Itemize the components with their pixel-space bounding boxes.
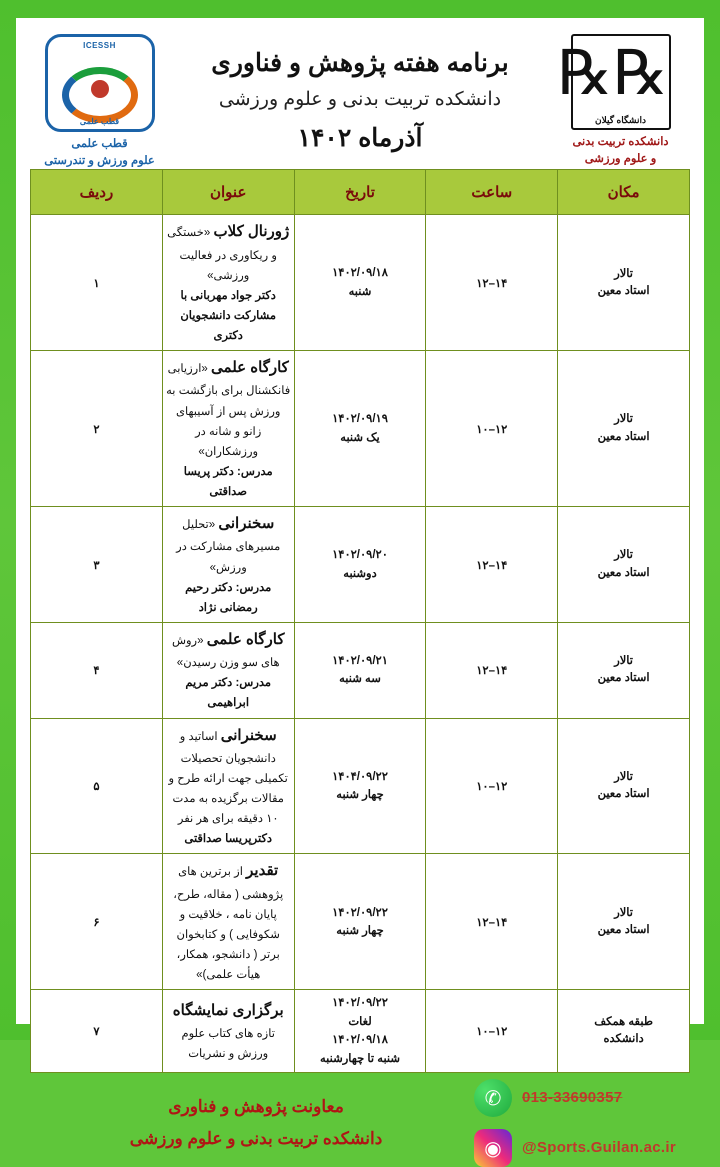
cell-date — [294, 718, 426, 854]
icessh-logo-caption — [32, 136, 167, 169]
cell-time: ۱۲–۱۰ — [426, 351, 558, 507]
contact-phone[interactable] — [474, 1079, 676, 1117]
date-line1: ۱۴۰۲/۰۹/۲۲ — [332, 997, 388, 1010]
cell-time: ۱۴–۱۲ — [426, 854, 558, 990]
title-text: اساتید و دانشجویان تحصیلات تکمیلی جهت ارائه طرح و مقالات برگزیده به مدت ۱۰ دقیقه برای هر نفر — [168, 730, 288, 826]
title-presenter: دکتر جواد مهربانی با مشارکت دانشجویان دکتری — [180, 289, 277, 343]
page-date: آذرماه ۱۴۰۲ — [297, 124, 423, 152]
cell-title — [162, 718, 294, 854]
footer-contacts — [474, 1079, 676, 1167]
date-line1: ۱۴۰۲/۰۹/۲۱ — [332, 654, 388, 667]
poster-header — [28, 28, 692, 169]
footer-org-line2: دانشکده تربیت بدنی و علوم ورزشی — [129, 1128, 383, 1148]
university-of-guilan-logo-icon — [557, 34, 671, 130]
cell-row-number: ۲ — [31, 351, 163, 507]
cell-title — [162, 215, 294, 351]
title-kind: کارگاه علمی — [211, 359, 289, 377]
table-header-row — [31, 170, 690, 215]
date-line1: ۱۴۰۴/۰۹/۲۲ — [332, 770, 388, 783]
contact-instagram-text: @Sports.Guilan.ac.ir — [522, 1139, 676, 1157]
cell-date — [294, 215, 426, 351]
date-line2: چهار شنبه — [336, 924, 384, 937]
column-header-row-number: ردیف — [31, 170, 163, 215]
place-line2: استاد معین — [597, 788, 650, 801]
table-row — [31, 215, 690, 351]
place-line1: تالار — [614, 413, 634, 426]
cell-time: ۱۲–۱۰ — [426, 990, 558, 1073]
date-line2: لغات — [348, 1015, 372, 1028]
cell-place — [558, 854, 690, 990]
title-text: از برترین های پژوهشی ( مقاله، طرح، پایان نامه ، خلاقیت و شکوفایی ) و کتابخوان برتر ( دانشجو، همکار، هیأت علمی)» — [173, 866, 284, 982]
place-line1: تالار — [614, 267, 634, 280]
icessh-caption-line2: علوم ورزش و تندرستی — [44, 154, 155, 167]
title-presenter: مدرس: دکتر مریم ابراهیمی — [185, 677, 272, 710]
title-text: «روش های سو وزن رسیدن» — [171, 634, 280, 670]
date-line1: ۱۴۰۲/۰۹/۱۹ — [332, 413, 388, 426]
cell-row-number: ۷ — [31, 990, 163, 1073]
cell-date — [294, 507, 426, 623]
title-kind: برگزاری نمایشگاه — [172, 1001, 284, 1019]
footer-organization — [38, 1091, 474, 1156]
cell-place — [558, 718, 690, 854]
title-text: تازه های کتاب علوم ورزش و نشریات — [181, 1028, 275, 1061]
place-line2: استاد معین — [597, 672, 650, 685]
poster-title-block — [167, 34, 553, 153]
poster-sheet — [16, 18, 704, 1160]
page-subtitle: دانشکده تربیت بدنی و علوم ورزشی — [218, 89, 502, 110]
table-row — [31, 854, 690, 990]
cell-date — [294, 854, 426, 990]
cell-place — [558, 351, 690, 507]
cell-time: ۱۴–۱۲ — [426, 507, 558, 623]
place-line2: استاد معین — [597, 284, 650, 297]
university-logo-inner-text: دانشگاه گیلان — [595, 115, 646, 125]
place-line2: استاد معین — [597, 923, 650, 936]
cell-place — [558, 215, 690, 351]
cell-title — [162, 854, 294, 990]
table-row — [31, 718, 690, 854]
cell-place — [558, 990, 690, 1073]
place-line1: تالار — [614, 549, 634, 562]
university-caption-line2: و علوم ورزشی — [584, 152, 657, 165]
column-header-title: عنوان — [162, 170, 294, 215]
column-header-place: مکان — [558, 170, 690, 215]
cell-title — [162, 990, 294, 1073]
date-line2: یک شنبه — [340, 431, 380, 444]
cell-row-number: ۶ — [31, 854, 163, 990]
date-line4: شنبه تا چهارشنبه — [319, 1052, 401, 1065]
cell-time: ۱۴–۱۲ — [426, 622, 558, 718]
title-kind: سخنرانی — [220, 726, 277, 744]
university-logo-caption — [553, 134, 688, 167]
guilan-swirl-mark: ℞℞ — [557, 36, 669, 109]
date-line2: دوشنبه — [343, 567, 377, 580]
cell-date — [294, 622, 426, 718]
cell-place — [558, 622, 690, 718]
cell-place — [558, 507, 690, 623]
title-text: «خستگی و ریکاوری در فعالیت ورزشی» — [167, 227, 277, 282]
cell-date — [294, 990, 426, 1073]
icessh-logo-tag-bottom: قطب علمی — [79, 117, 120, 126]
icessh-dot-mark — [91, 80, 109, 98]
icessh-caption-line1: قطب علمی — [71, 138, 128, 150]
footer-org-line1: معاونت پژوهش و فناوری — [168, 1096, 344, 1116]
place-line1: تالار — [614, 655, 634, 668]
date-line1: ۱۴۰۲/۰۹/۲۰ — [332, 549, 388, 562]
cell-title — [162, 622, 294, 718]
table-row — [31, 507, 690, 623]
cell-title — [162, 351, 294, 507]
icessh-logo-block — [32, 34, 167, 169]
date-line1: ۱۴۰۲/۰۹/۲۲ — [332, 906, 388, 919]
cell-row-number: ۱ — [31, 215, 163, 351]
cell-time: ۱۲–۱۰ — [426, 718, 558, 854]
cell-row-number: ۵ — [31, 718, 163, 854]
date-line2: چهار شنبه — [336, 789, 384, 802]
contact-instagram[interactable] — [474, 1129, 676, 1167]
title-kind: تقدیر — [246, 862, 279, 880]
place-line1: طبقه همکف — [594, 1015, 653, 1028]
cell-time: ۱۴–۱۲ — [426, 215, 558, 351]
table-row — [31, 622, 690, 718]
place-line2: استاد معین — [597, 430, 650, 443]
date-line3: ۱۴۰۲/۰۹/۱۸ — [332, 1034, 388, 1047]
cell-row-number: ۳ — [31, 507, 163, 623]
place-line2: دانشکده — [603, 1033, 644, 1046]
table-row — [31, 351, 690, 507]
icessh-logo-icon — [45, 34, 155, 132]
title-text: «تحلیل مسیرهای مشارکت در ورزش» — [176, 519, 281, 574]
place-line1: تالار — [614, 770, 634, 783]
table-row — [31, 990, 690, 1073]
title-presenter: دکترپریسا صداقتی — [184, 833, 273, 846]
contact-phone-text: 013-33690357 — [522, 1089, 623, 1107]
university-logo-block — [553, 34, 688, 167]
schedule-table — [30, 169, 690, 1073]
poster-footer — [28, 1073, 692, 1167]
column-header-date: تاریخ — [294, 170, 426, 215]
cell-row-number: ۴ — [31, 622, 163, 718]
date-line2: شنبه — [348, 285, 372, 298]
place-line1: تالار — [614, 906, 634, 919]
title-text: «ارزیابی فانکشنال برای بازگشت به ورزش پس از آسیبهای زانو و شانه در ورزشکاران» — [166, 363, 291, 458]
title-kind: سخنرانی — [218, 515, 275, 533]
page-title: برنامه هفته پژوهش و فناوری — [211, 49, 509, 77]
date-line1: ۱۴۰۲/۰۹/۱۸ — [332, 267, 388, 280]
schedule-table-wrap — [28, 169, 692, 1073]
place-line2: استاد معین — [597, 566, 650, 579]
title-presenter: مدرس: دکتر پریسا صداقتی — [183, 465, 273, 499]
title-kind: ژورنال کلاب — [213, 223, 290, 241]
date-line2: سه شنبه — [339, 673, 381, 686]
instagram-icon[interactable]: ◉ — [474, 1129, 512, 1167]
title-presenter: مدرس: دکتر رحیم رمضانی نژاد — [185, 581, 272, 614]
cell-title — [162, 507, 294, 623]
title-kind: کارگاه علمی — [206, 630, 285, 648]
cell-date — [294, 351, 426, 507]
icessh-logo-tag-top: ICESSH — [83, 41, 116, 50]
university-caption-line1: دانشکده تربیت بدنی — [572, 136, 669, 148]
whatsapp-icon[interactable]: ✆ — [474, 1079, 512, 1117]
column-header-time: ساعت — [426, 170, 558, 215]
